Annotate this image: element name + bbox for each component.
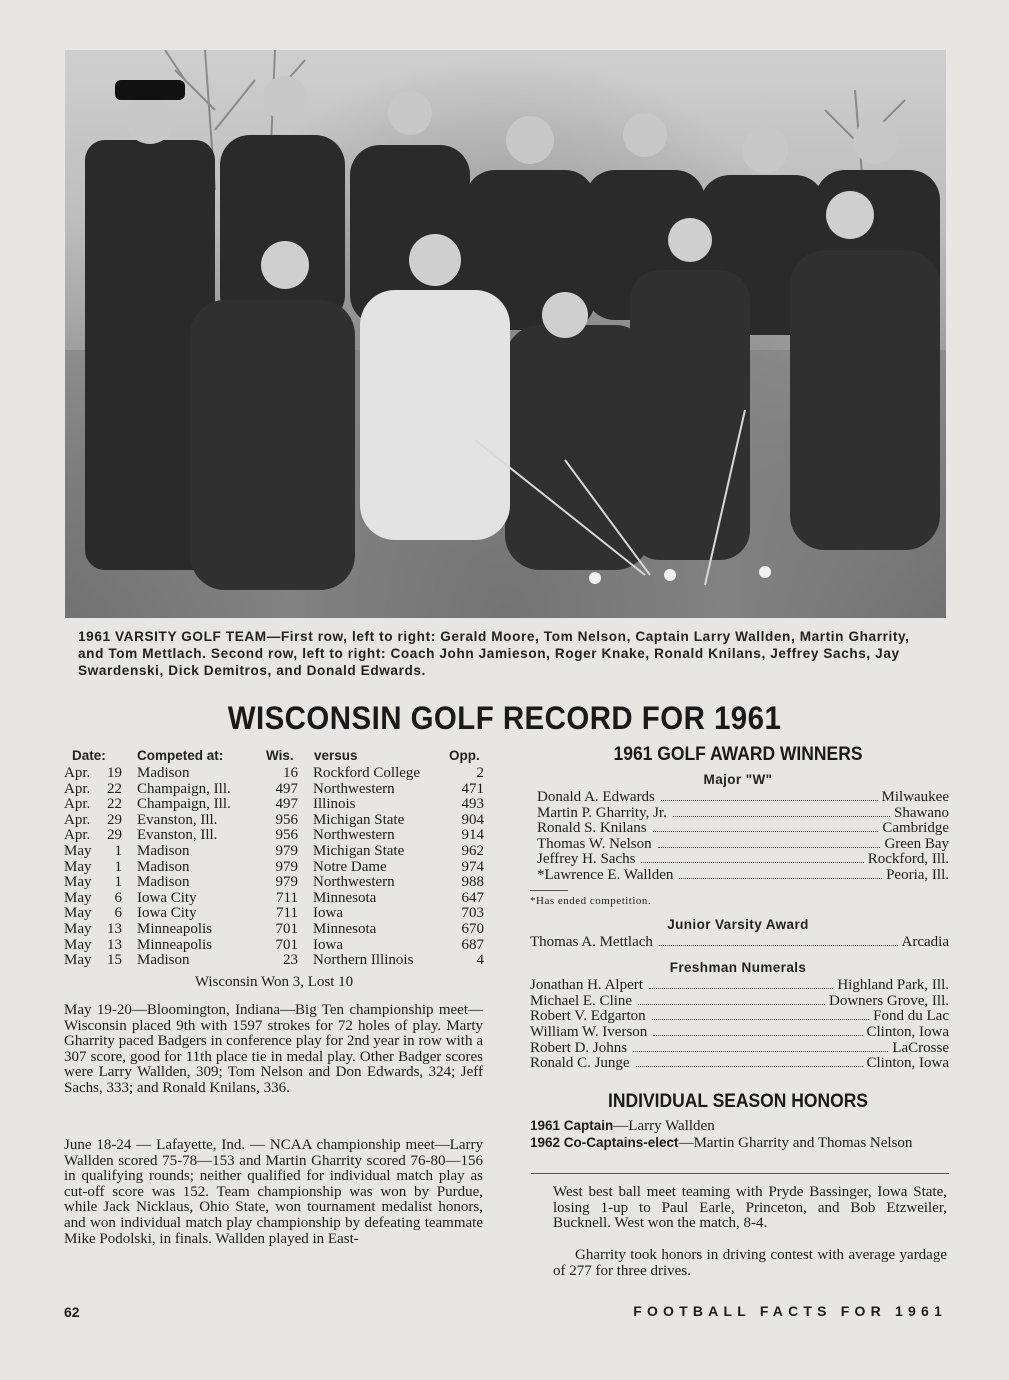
divider	[531, 1173, 949, 1174]
record-table	[64, 766, 494, 969]
continued-paragraph-1: West best ball meet teaming with Pryde Bassinger, Iowa State, losing 1-up to Paul Earle, Princeton, and Bob Etzweiler, Bucknell. West won the match, 8-4.	[553, 1184, 947, 1232]
footnote-rule	[530, 890, 568, 891]
table-row: Apr. 29 Evanston, Ill. 956 Northwestern 914	[64, 827, 484, 844]
list-item: Thomas W. Nelson Green Bay	[537, 835, 949, 852]
season-honors-section	[527, 1091, 949, 1151]
header-versus: versus	[314, 748, 358, 763]
freshman-title: Freshman Numerals	[669, 960, 807, 976]
table-row: May 13 Minneapolis 701 Iowa 687	[64, 936, 484, 953]
record-title: WISCONSIN GOLF RECORD FOR 1961	[227, 700, 782, 736]
header-site: Competed at:	[137, 748, 224, 763]
header-date: Date:	[72, 748, 106, 763]
list-item: Thomas A. Mettlach Arcadia	[530, 933, 949, 950]
table-row: Apr. 22 Champaign, Ill. 497 Northwestern 471	[64, 780, 484, 797]
cocaptain-line: 1962 Co-Captains-elect—Martin Gharrity and Thomas Nelson	[530, 1134, 913, 1151]
list-item: Michael E. Cline Downers Grove, Ill.	[530, 992, 949, 1009]
jv-title: Junior Varsity Award	[667, 916, 809, 932]
record-summary: Wisconsin Won 3, Lost 10	[194, 974, 354, 990]
table-row: Apr. 19 Madison 16 Rockford College 2	[64, 765, 484, 781]
captain-line: 1961 Captain—Larry Wallden	[530, 1118, 715, 1134]
award-winners-section	[527, 744, 949, 1072]
table-row: May 6 Iowa City 711 Minnesota 647	[64, 889, 484, 906]
table-row: May 1 Madison 979 Notre Dame 974	[64, 858, 484, 875]
list-item: *Lawrence E. Wallden Peoria, Ill.	[537, 866, 949, 883]
page-number: 62	[64, 1304, 80, 1320]
awards-title: 1961 GOLF AWARD WINNERS	[613, 744, 863, 765]
list-item: Jeffrey H. Sachs Rockford, Ill.	[537, 851, 949, 868]
list-item: Donald A. Edwards Milwaukee	[537, 789, 949, 805]
big-ten-paragraph: May 19-20—Bloomington, Indiana—Big Ten championship meet—Wisconsin placed 9th with 1597 strokes for 72 holes of play. Marty Gharrity paced Badgers in conference play for 2nd year in row with a 307 score, good for 11th place tie in medal play. Other Badger scores were Larry Wallden, 309; Tom Nelson and Don Edwards, 324; Jeff Sachs, 333; and Ronald Knilans, 336.	[64, 1002, 483, 1096]
table-row: May 15 Madison 23 Northern Illinois 4	[64, 952, 484, 969]
major-w-title: Major "W"	[703, 772, 773, 787]
list-item: Ronald C. Junge Clinton, Iowa	[530, 1055, 949, 1072]
header-opp: Opp.	[449, 748, 480, 763]
ncaa-paragraph: June 18-24 — Lafayette, Ind. — NCAA championship meet—Larry Wallden scored 75-78—153 and Martin Gharrity scored 76-80—156 in qualifying rounds; neither qualified for individual match play as cut-off score was 152. Team championship was won by Purdue, while Jack Nicklaus, Ohio State, won tournament medalist honors, and won individual match play championship by defeating teammate Mike Podolski, in finals. Wallden played in East-	[64, 1137, 483, 1247]
continued-paragraph-2: Gharrity took honors in driving contest with average yardage of 277 for three drives.	[553, 1247, 947, 1279]
list-item: Ronald S. Knilans Cambridge	[537, 820, 949, 837]
honors-title: INDIVIDUAL SEASON HONORS	[608, 1091, 868, 1112]
photo-caption: 1961 VARSITY GOLF TEAM—First row, left to right: Gerald Moore, Tom Nelson, Captain Larry Wallden, Martin Gharrity, and Tom Mettlach. Second row, left to right: Coach John Jamieson, Roger Knake, Ronald Knilans, Jeffrey Sachs, Jay Swardenski, Dick Demitros, and Donald Edwards.	[78, 629, 910, 678]
table-row: May 13 Minneapolis 701 Minnesota 670	[64, 920, 484, 937]
table-row: May 1 Madison 979 Michigan State 962	[64, 842, 484, 859]
footnote: *Has ended competition.	[530, 894, 652, 907]
list-item: Robert D. Johns LaCrosse	[530, 1039, 949, 1056]
list-item: Robert V. Edgarton Fond du Lac	[530, 1008, 949, 1025]
list-item: Jonathan H. Alpert Highland Park, Ill.	[530, 977, 949, 994]
table-row: Apr. 22 Champaign, Ill. 497 Illinois 493	[64, 796, 484, 813]
table-row: May 6 Iowa City 711 Iowa 703	[64, 905, 484, 922]
footer-title: FOOTBALL FACTS FOR 1961	[633, 1303, 947, 1319]
header-wis: Wis.	[266, 748, 294, 763]
list-item: William W. Iverson Clinton, Iowa	[530, 1023, 949, 1040]
table-row: Apr. 29 Evanston, Ill. 956 Michigan State 904	[64, 811, 484, 828]
team-photo	[65, 50, 946, 618]
table-row: May 1 Madison 979 Northwestern 988	[64, 874, 484, 891]
list-item: Martin P. Gharrity, Jr. Shawano	[537, 804, 949, 821]
team-photo-image	[65, 50, 946, 618]
